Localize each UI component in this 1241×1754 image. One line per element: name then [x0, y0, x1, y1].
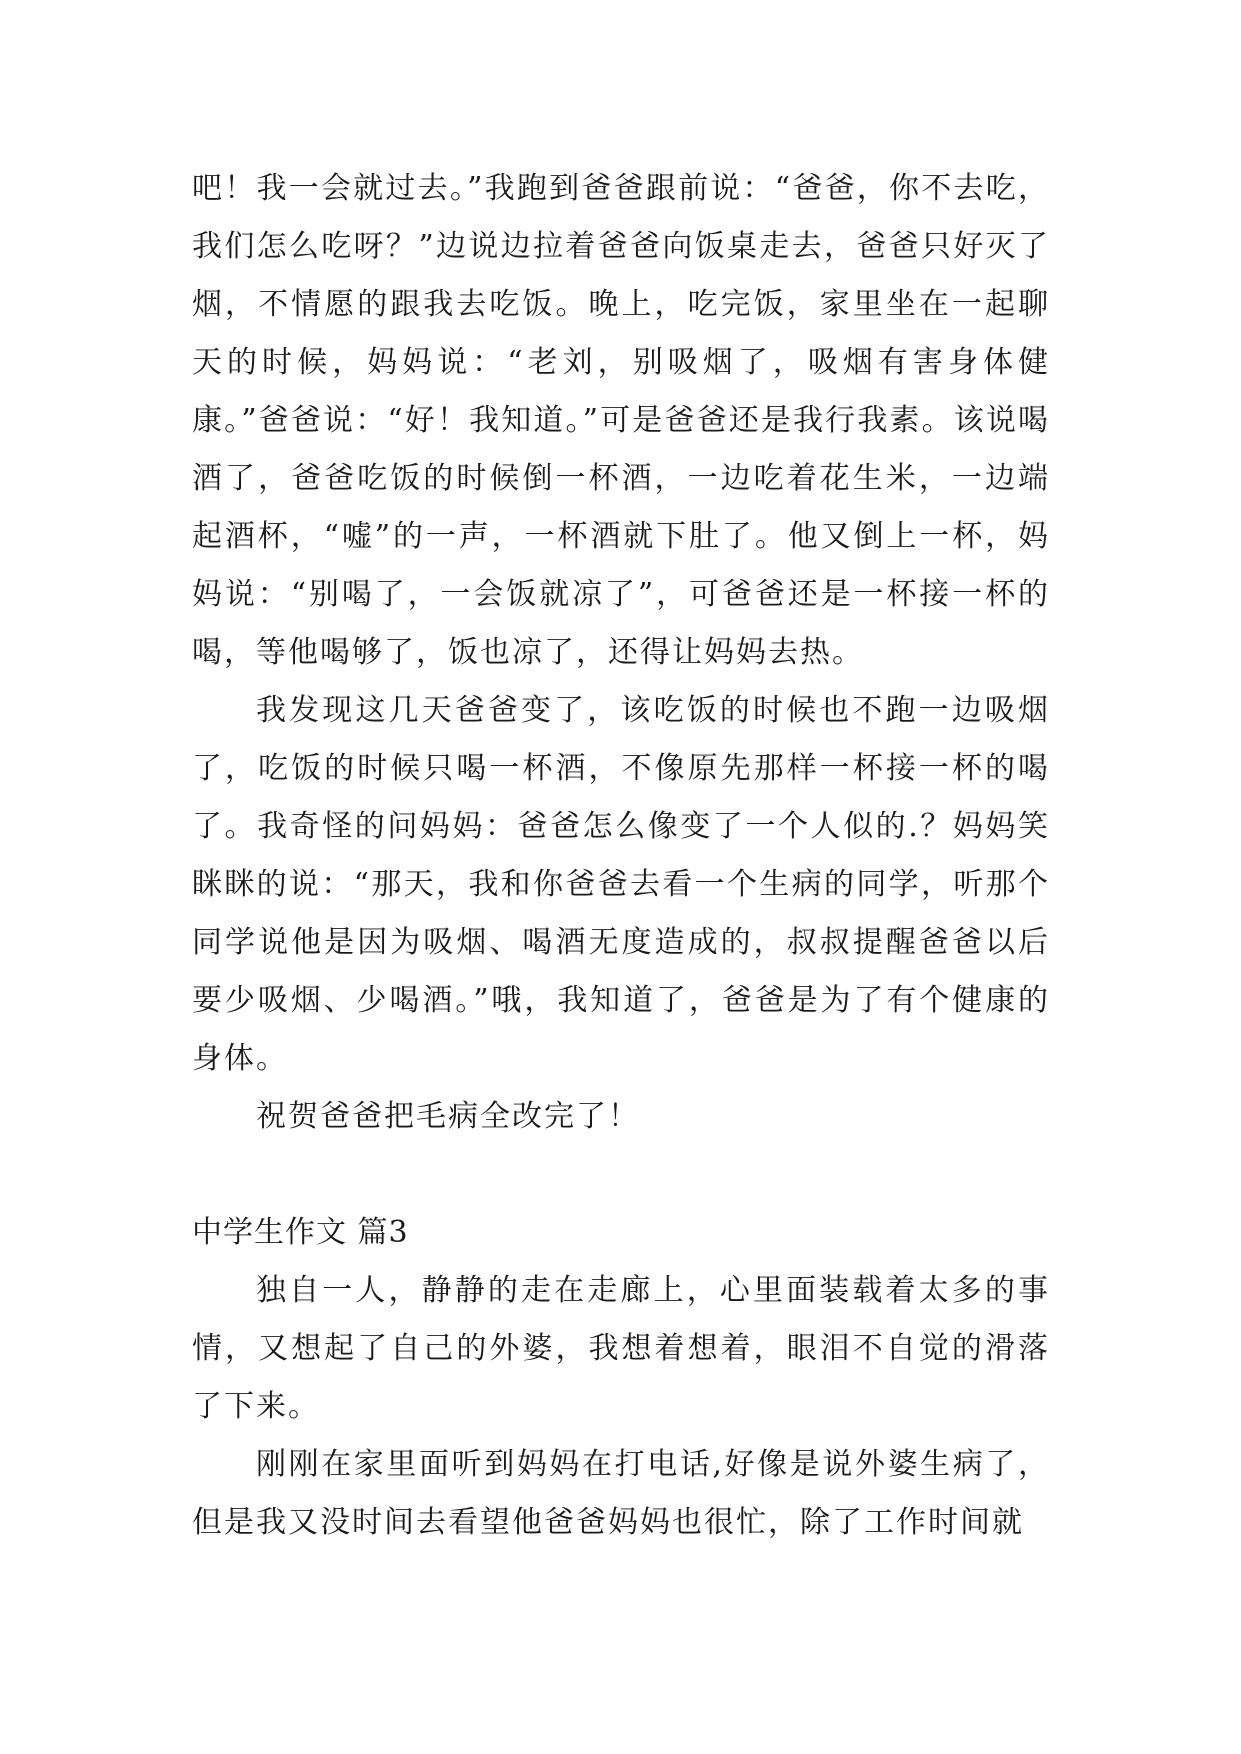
paragraph-5: 刚刚在家里面听到妈妈在打电话,好像是说外婆生病了，但是我又没时间去看望他爸爸妈妈也很忙，除了工作时间就	[192, 1447, 1050, 1540]
paragraph-3: 祝贺爸爸把毛病全改完了！	[256, 1099, 640, 1134]
section-heading: 中学生作文 篇3	[192, 1215, 409, 1250]
paragraph-2: 我发现这几天爸爸变了，该吃饭的时候也不跑一边吸烟了，吃饭的时候只喝一杯酒，不像原先那样一杯接一杯的喝了。我奇怪的问妈妈：爸爸怎么像变了一个人似的.？妈妈笑眯眯的说：“那天，我和你爸爸去看一个生病的同学，听那个同学说他是因为吸烟、喝酒无度造成的，叔叔提醒爸爸以后要少吸烟、少喝酒。”哦，我知道了，爸爸是为了有个健康的身体。	[192, 693, 1050, 1076]
document-body	[192, 160, 1050, 1552]
paragraph-4: 独自一人，静静的走在走廊上，心里面装载着太多的事情，又想起了自己的外婆，我想着想着，眼泪不自觉的滑落了下来。	[192, 1273, 1050, 1424]
paragraph-1: 吧！我一会就过去。”我跑到爸爸跟前说：“爸爸，你不去吃，我们怎么吃呀？”边说边拉着爸爸向饭桌走去，爸爸只好灭了烟，不情愿的跟我去吃饭。晚上，吃完饭，家里坐在一起聊天的时候，妈妈说：“老刘，别吸烟了，吸烟有害身体健康。”爸爸说：“好！我知道。”可是爸爸还是我行我素。该说喝酒了，爸爸吃饭的时候倒一杯酒，一边吃着花生米，一边端起酒杯，“嘘”的一声，一杯酒就下肚了。他又倒上一杯，妈妈说：“别喝了，一会饭就凉了”，可爸爸还是一杯接一杯的喝，等他喝够了，饭也凉了，还得让妈妈去热。	[192, 171, 1050, 670]
